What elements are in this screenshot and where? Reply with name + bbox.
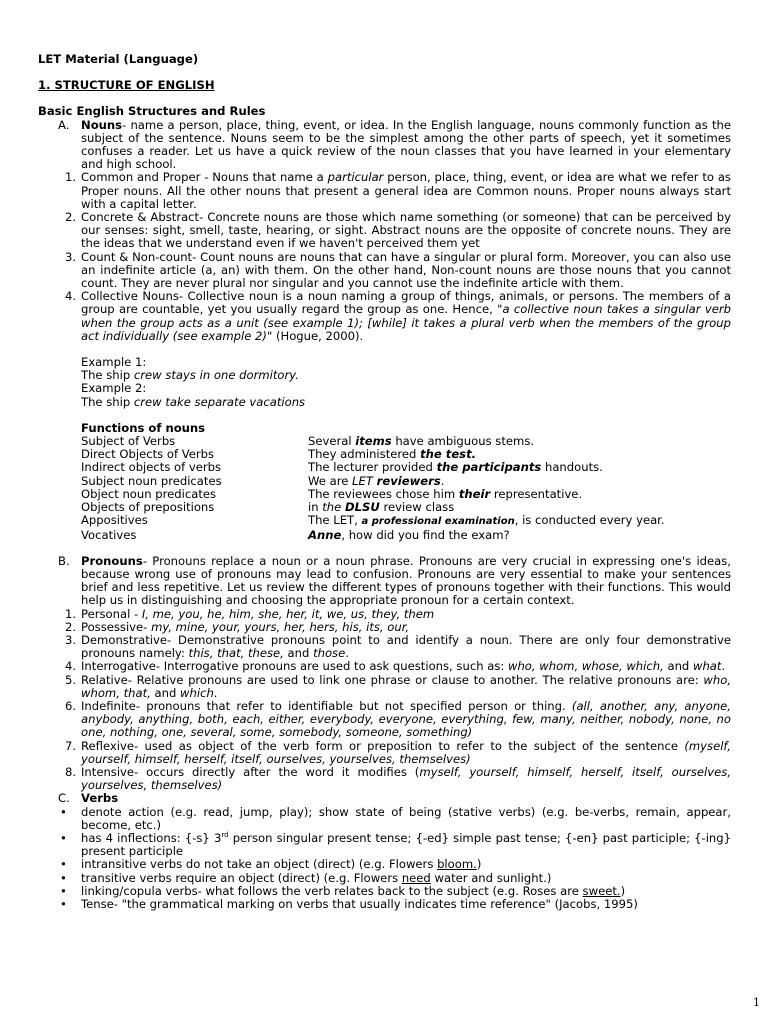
noun-class-item: 3. Count & Non-count- Count nouns are nouns that can have a singular or plural form. Moreover, you can also use an indefinite article (a, an) with them. On the other hand, Non-count nouns are those nouns that you cannot count. They are never plural nor singular and you cannot use the indefinite article with them.: [65, 249, 731, 291]
pronoun-type-item: 6. Indefinite- pronouns that refer to identifiable but not specified person or thing. (all, another, any, anyone, anybody, anything, both, each, either, everybody, everyone, everything, few, many, neither, nobody, none, no one, nothing, one, several, some, somebody, someone, something): [65, 698, 731, 740]
section-c-label: C.: [58, 791, 70, 806]
noun-class-item: 2. Concrete & Abstract- Concrete nouns are those which name something (or someone) that can be perceived by our senses: sight, smell, taste, hearing, or sight. Abstract nouns are the opposite of concrete nouns. They are the ideas that we understand even if we haven't perceived them yet: [65, 210, 731, 251]
section-heading: 1. STRUCTURE OF ENGLISH: [38, 78, 215, 93]
pronoun-type-item: 7. Reflexive- used as object of the verb form or preposition to refer to the subject of the sentence (myself, yourself, himself, herself, itself, ourselves, yourselves, themselves): [65, 738, 731, 766]
section-nouns: [38, 119, 731, 172]
table-row: Object noun predicates The reviewees chose him their representative.: [81, 486, 583, 501]
pronouns-heading: Pronouns: [81, 553, 143, 568]
section-pronouns: [38, 555, 731, 608]
table-row: Indirect objects of verbs The lecturer provided the participants handouts.: [81, 460, 603, 475]
table-row: Subject of Verbs Several items have ambiguous stems.: [81, 434, 535, 449]
nouns-heading: Nouns: [81, 117, 123, 132]
pronouns-intro: - Pronouns replace a noun or a noun phrase. Pronouns are very crucial in expressing one's ideas, because wrong use of pronouns may lead to confusion. Pronouns are very essential to make your sentences brief and less repetitive. Let us review the different types of pronouns together with their functions. This would help us in distinguishing and choosing the appropriate pronoun for a certain context.: [81, 553, 731, 608]
table-row: Vocatives Anne, how did you find the exam?: [81, 527, 510, 542]
subsection-heading: Basic English Structures and Rules: [38, 104, 266, 119]
bullet-icon: •: [60, 870, 67, 885]
bullet-icon: •: [60, 804, 67, 819]
pronoun-type-item: 4. Interrogative- Interrogative pronouns are used to ask questions, such as: who, whom, whose, which, and what.: [65, 659, 726, 674]
noun-class-item: 1. Common and Proper - Nouns that name a particular person, place, thing, event, or idea are what we refer to as Proper nouns. All the other nouns that present a general idea are Common nouns. Proper nouns always start with a capital letter.: [65, 170, 731, 211]
verb-bullet: • intransitive verbs do not take an object (direct) (e.g. Flowers bloom.): [60, 857, 482, 872]
functions-heading: Functions of nouns: [81, 420, 206, 435]
section-verbs: [38, 792, 731, 805]
nouns-intro: - name a person, place, thing, event, or idea. In the English language, nouns commonly function as the subject of the sentence. Nouns seem to be the simplest among the other parts of speech, yet it sometimes confuses a reader. Let us have a quick review of the noun classes that you have learned in your elementary and high school.: [81, 117, 731, 172]
table-row: Direct Objects of Verbs They administered the test.: [81, 447, 477, 462]
verbs-heading: Verbs: [81, 791, 119, 806]
pronoun-type-item: 1. Personal - I, me, you, he, him, she, her, it, we, us, they, them: [65, 606, 435, 621]
example-2-label: Example 2:: [81, 381, 147, 396]
pronoun-type-item: 5. Relative- Relative pronouns are used to link one phrase or clause to another. The relative pronouns are: who, whom, that, and which.: [65, 672, 731, 700]
bullet-icon: •: [60, 857, 67, 872]
verb-bullet: • has 4 inflections: {-s} 3rd person singular present tense; {-ed} simple past tense; {-en} past participle; {-ing} present participle: [60, 830, 732, 859]
verb-bullet: • denote action (e.g. read, jump, play); show state of being (stative verbs) (e.g. be-verbs, remain, appear, become, etc.): [60, 804, 731, 832]
noun-examples: [38, 356, 731, 409]
pronoun-type-item: 2. Possessive- my, mine, your, yours, her, hers, his, its, our,: [65, 619, 410, 634]
section-b-label: B.: [58, 553, 70, 568]
pronoun-type-item: 3. Demonstrative- Demonstrative pronouns point to and identify a noun. There are only four demonstrative pronouns namely: this, that, these, and those.: [65, 632, 731, 661]
example-2-text: The ship crew take separate vacations: [81, 394, 306, 409]
example-1-text: The ship crew stays in one dormitory.: [81, 368, 299, 383]
verb-bullet: • Tense- "the grammatical marking on verbs that usually indicates time reference" (Jacobs, 1995): [60, 896, 638, 911]
bullet-icon: •: [60, 896, 67, 911]
table-row: Objects of prepositions in the DLSU review class: [81, 500, 455, 515]
verb-bullet: • linking/copula verbs- what follows the verb relates back to the subject (e.g. Roses are sweet.): [60, 883, 626, 898]
document-title: LET Material (Language): [38, 52, 199, 66]
bullet-icon: •: [60, 883, 67, 898]
document-page: [38, 53, 731, 911]
functions-of-nouns-table: [38, 422, 731, 542]
pronoun-type-item: 8. Intensive- occurs directly after the word it modifies (myself, yourself, himself, herself, itself, ourselves, yourselves, themselves): [65, 764, 731, 793]
table-row: Appositives The LET, a professional examination, is conducted every year.: [81, 513, 665, 528]
noun-class-item: 4. Collective Nouns- Collective noun is a noun naming a group of things, animals, or persons. The members of a group are countable, yet you usually regard the group as one. Hence, "a collective noun takes a singular verb when the group acts as a unit (see example 1); [while] it takes a plural verb when the members of the group act individually (see example 2)" (Hogue, 2000).: [65, 289, 732, 343]
bullet-icon: •: [60, 830, 67, 845]
section-a-label: A.: [58, 117, 70, 132]
page-number: 1: [753, 996, 760, 1009]
table-row: Subject noun predicates We are LET reviewers.: [81, 473, 445, 488]
example-1-label: Example 1:: [81, 355, 147, 370]
verb-bullet: • transitive verbs require an object (direct) (e.g. Flowers need water and sunlight.): [60, 870, 552, 885]
